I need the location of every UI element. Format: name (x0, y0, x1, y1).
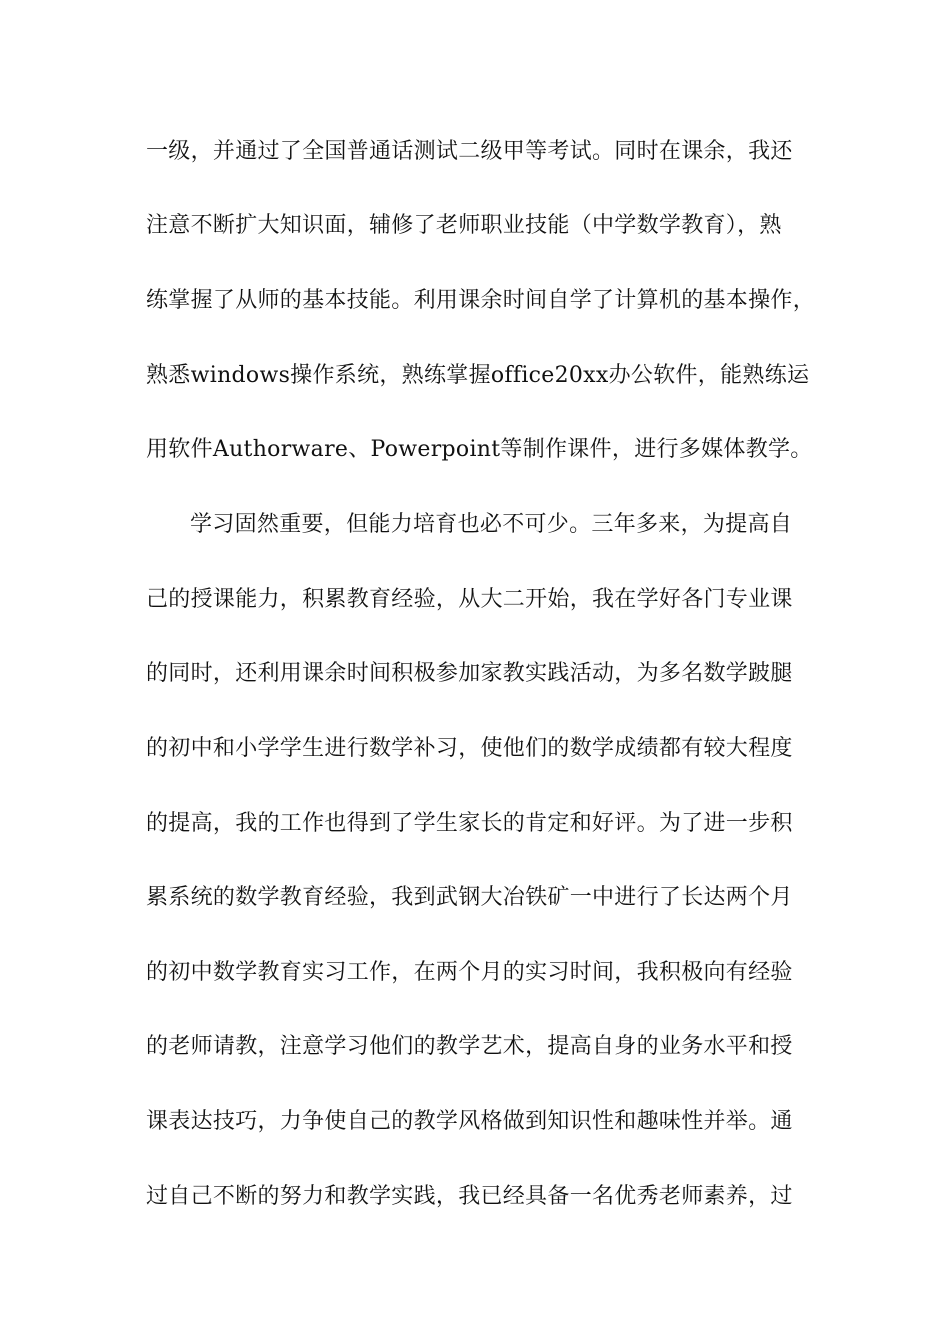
text-line: 的初中数学教育实习工作，在两个月的实习时间，我积极向有经验 (146, 960, 793, 985)
text-line: 的初中和小学学生进行数学补习，使他们的数学成绩都有较大程度 (146, 736, 793, 761)
text-line: 用软件Authorware、Powerpoint等制作课件，进行多媒体教学。 (146, 437, 813, 462)
text-line: 课表达技巧，力争使自己的教学风格做到知识性和趣味性并举。通 (146, 1109, 793, 1134)
text-line: 的提高，我的工作也得到了学生家长的肯定和好评。为了进一步积 (146, 811, 793, 836)
text-line: 己的授课能力，积累教育经验，从大二开始，我在学好各门专业课 (146, 587, 793, 612)
text-line: 一级，并通过了全国普通话测试二级甲等考试。同时在课余，我还 (146, 139, 793, 164)
text-line: 注意不断扩大知识面，辅修了老师职业技能（中学数学教育），熟 (146, 213, 782, 238)
text-line: 的同时，还利用课余时间积极参加家教实践活动，为多名数学跛腿 (146, 661, 793, 686)
text-line: 累系统的数学教育经验，我到武钢大冶铁矿一中进行了长达两个月 (146, 885, 793, 910)
text-line: 熟悉windows操作系统，熟练掌握office20xx办公软件，能熟练运 (146, 363, 810, 388)
text-line: 练掌握了从师的基本技能。利用课余时间自学了计算机的基本操作， (146, 288, 816, 313)
paragraph-first-line: 学习固然重要，但能力培育也必不可少。三年多来，为提高自 (190, 512, 793, 537)
text-line: 的老师请教，注意学习他们的教学艺术，提高自身的业务水平和授 (146, 1034, 793, 1059)
text-line: 过自己不断的努力和教学实践，我已经具备一名优秀老师素养，过 (146, 1184, 793, 1209)
